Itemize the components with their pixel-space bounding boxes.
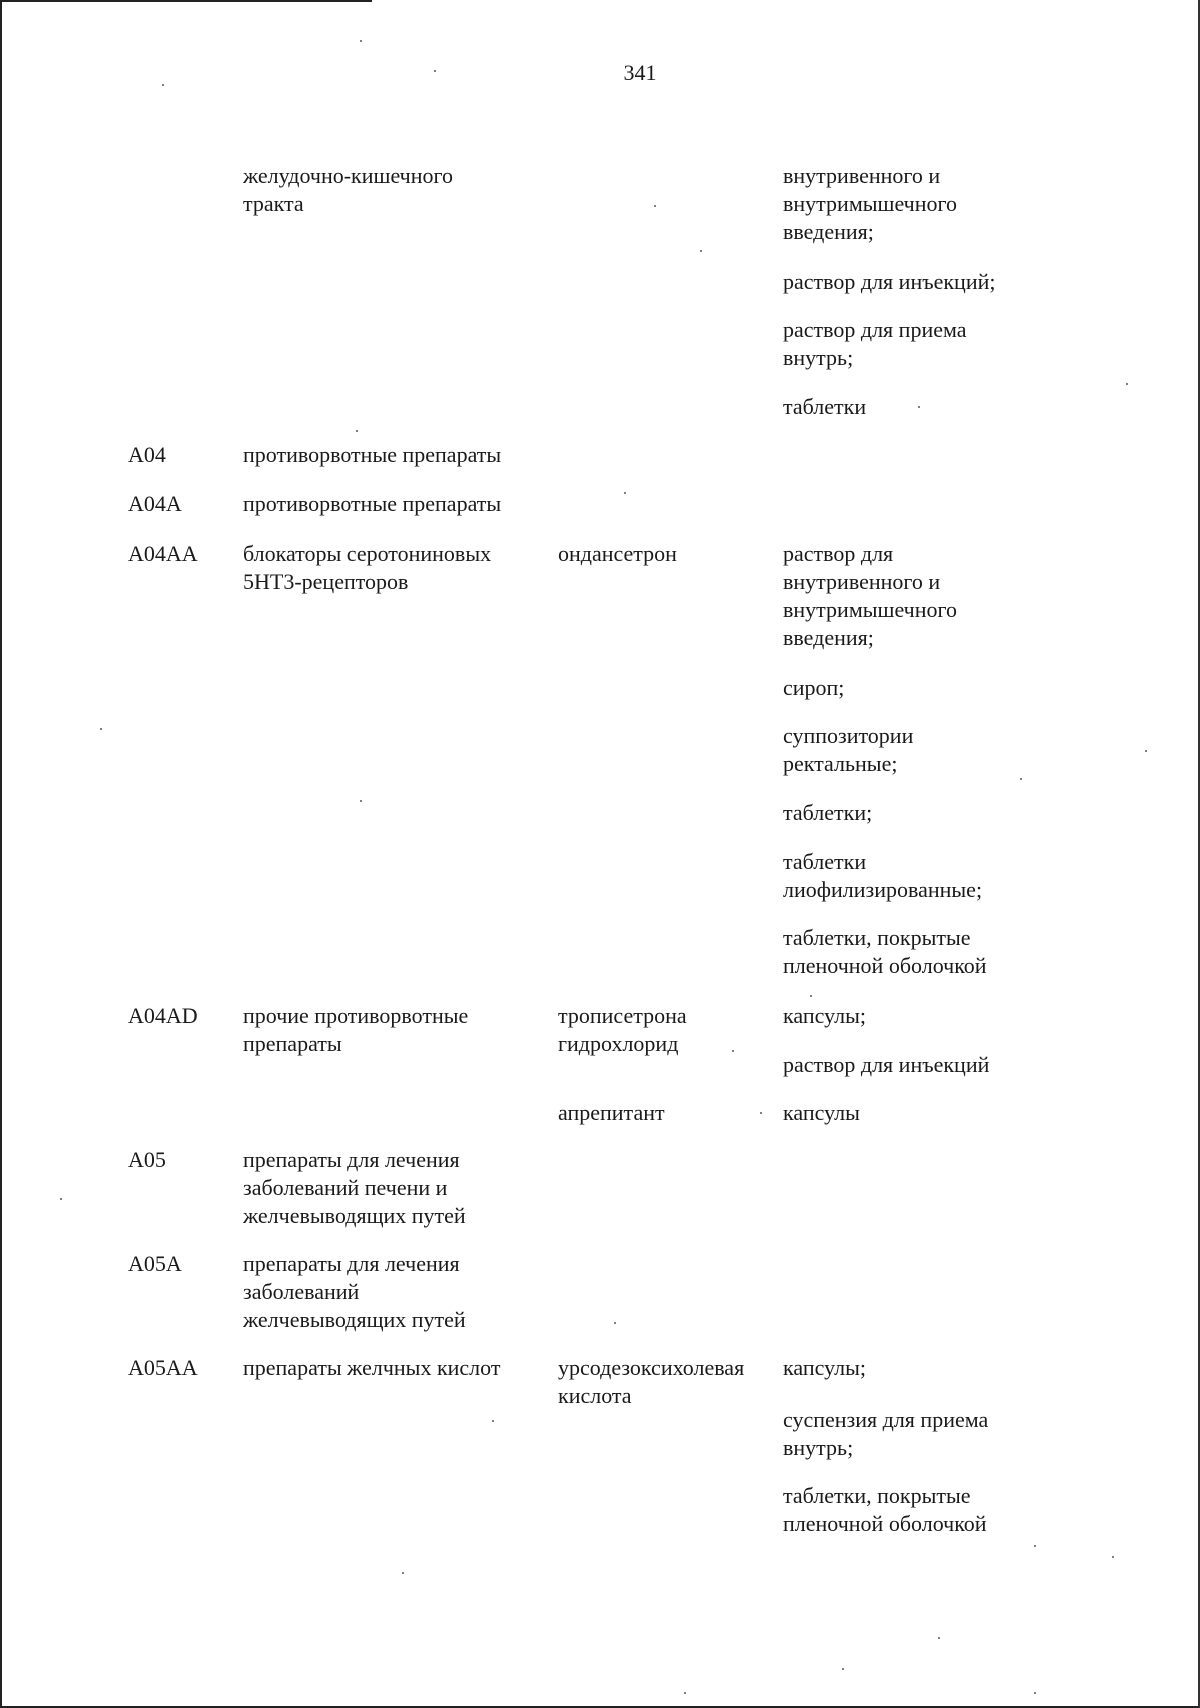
dosage-form: капсулы; [783, 1003, 866, 1028]
scan-speck [402, 1572, 404, 1574]
scan-speck [60, 1198, 62, 1200]
category-name: препараты желчных кислот [243, 1355, 501, 1380]
scan-speck [1020, 778, 1022, 780]
scan-speck [360, 800, 362, 802]
drug-name: урсодезоксихолевая кислота [558, 1355, 745, 1408]
category-name: противорвотные препараты [243, 442, 502, 467]
scan-speck [1034, 1545, 1036, 1547]
category-name: препараты для лечения заболеваний желчевыводящих путей [243, 1251, 466, 1332]
scan-speck [492, 1420, 494, 1422]
scan-speck [938, 1637, 940, 1639]
dosage-form: раствор для инъекций [783, 1052, 990, 1077]
dosage-form: сироп; [783, 675, 845, 700]
page-number: 341 [623, 60, 657, 85]
scan-speck [842, 1668, 844, 1670]
drug-name: ондансетрон [558, 541, 677, 566]
scan-speck [810, 995, 812, 997]
category-name: желудочно-кишечного тракта [243, 163, 453, 216]
atc-code: A05AA [128, 1355, 198, 1380]
scan-speck [760, 1112, 762, 1114]
atc-code: A04AD [128, 1003, 198, 1028]
scan-speck [684, 1692, 686, 1694]
dosage-form: раствор для внутривенного и внутримышечного введения; [783, 541, 957, 650]
scan-speck [700, 250, 702, 252]
scan-speck [360, 40, 362, 42]
atc-code: A04 [128, 442, 166, 467]
dosage-form: таблетки, покрытые пленочной оболочкой [783, 1483, 987, 1536]
scan-speck [732, 1050, 734, 1052]
atc-code: A05A [128, 1251, 182, 1276]
scan-speck [918, 406, 920, 408]
scan-speck [1034, 1692, 1036, 1694]
scan-speck [1112, 1556, 1114, 1558]
dosage-form: таблетки лиофилизированные; [783, 849, 983, 902]
scan-speck [162, 84, 164, 86]
category-name: блокаторы серотониновых 5HT3-рецепторов [243, 541, 492, 594]
dosage-form: раствор для приема внутрь; [783, 317, 967, 370]
atc-code: A04AA [128, 541, 198, 566]
dosage-form: капсулы; [783, 1355, 866, 1380]
scan-speck [1126, 383, 1128, 385]
dosage-form: таблетки, покрытые пленочной оболочкой [783, 925, 987, 978]
scan-speck [654, 205, 656, 207]
dosage-form: капсулы [783, 1100, 860, 1125]
dosage-form: раствор для инъекций; [783, 269, 996, 294]
dosage-form: суппозитории ректальные; [783, 723, 914, 776]
category-name: прочие противорвотные препараты [243, 1003, 469, 1056]
dosage-form: таблетки; [783, 800, 873, 825]
scan-speck [624, 492, 626, 494]
scan-speck [614, 1322, 616, 1324]
dosage-form: внутривенного и внутримышечного введения; [783, 163, 957, 244]
scan-speck [1145, 750, 1147, 752]
scan-speck [356, 430, 358, 432]
scan-speck [434, 70, 436, 72]
scan-speck [100, 728, 102, 730]
category-name: противорвотные препараты [243, 491, 502, 516]
drug-name: трописетрона гидрохлорид [558, 1003, 687, 1056]
drug-name: апрепитант [558, 1100, 665, 1125]
dosage-form: суспензия для приема внутрь; [783, 1407, 989, 1460]
dosage-form: таблетки [783, 394, 867, 419]
atc-code: A04A [128, 491, 182, 516]
atc-code: A05 [128, 1147, 166, 1172]
category-name: препараты для лечения заболеваний печени и желчевыводящих путей [243, 1147, 466, 1228]
